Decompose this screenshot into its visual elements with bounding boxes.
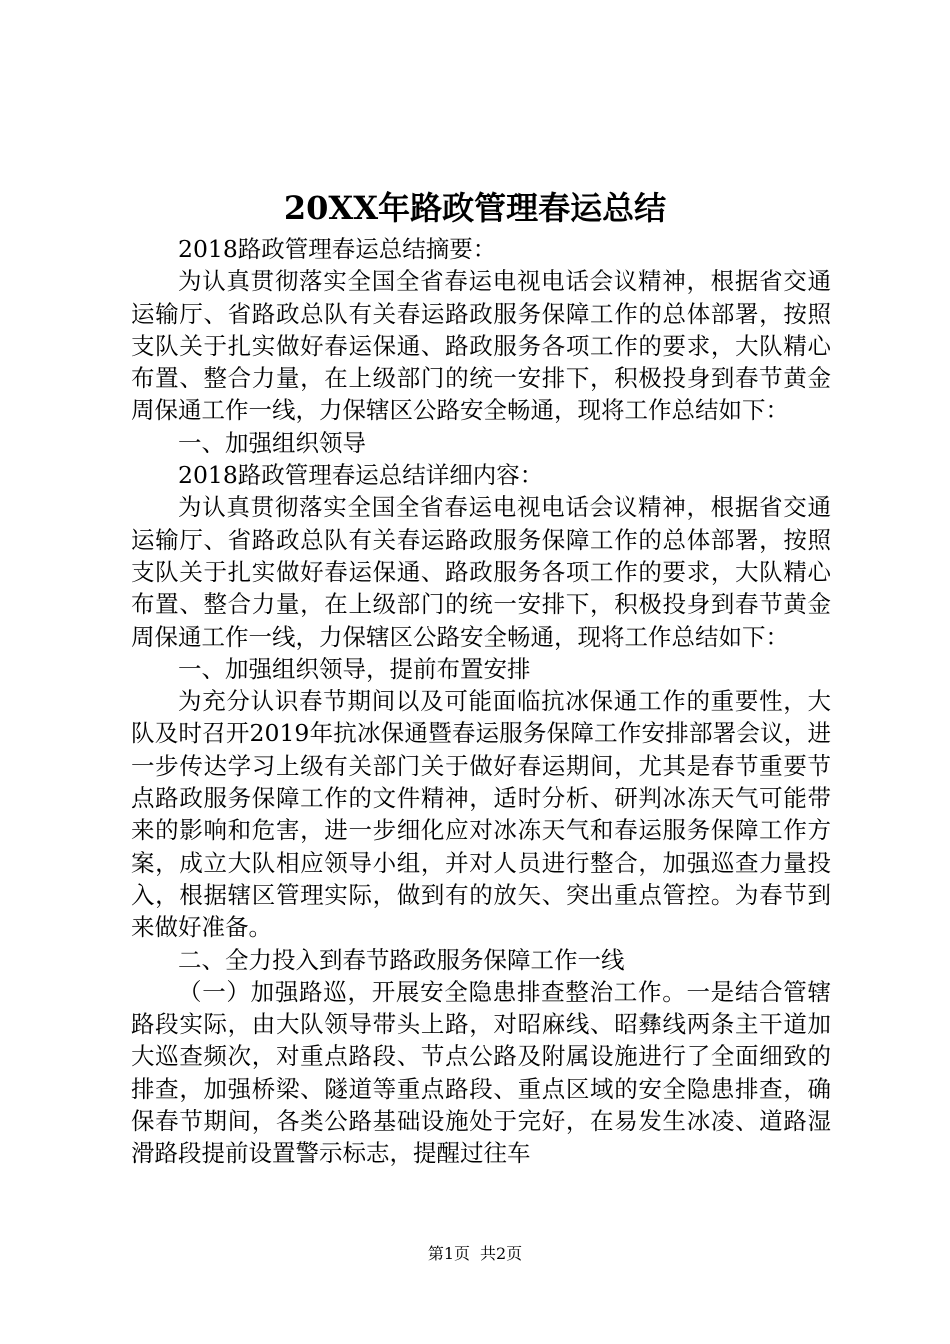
detail-heading: 2018路政管理春运总结详细内容： — [178, 461, 544, 490]
page-number: 第1页 — [427, 1244, 470, 1263]
section-heading-1: 一、加强组织领导 — [178, 428, 366, 457]
section-heading-frontline: 二、全力投入到春节路政服务保障工作一线 — [178, 945, 625, 974]
section-paragraph-patrol: （一）加强路巡，开展安全隐患排查整治工作。一是结合管辖路段实际，由大队领导带头上路，对昭麻线、昭彝线两条主干道加大巡查频次，对重点路段、节点公路及附属设施进行了全面细致的排查，加强桥梁、隧道等重点路段、重点区域的安全隐患排查，确保春节期间，各类公路基础设施处于完好，在易发生冰凌、道路湿滑路段提前设置警示标志，提醒过往车 — [131, 977, 831, 1168]
summary-paragraph: 为认真贯彻落实全国全省春运电视电话会议精神，根据省交通运输厅、省路政总队有关春运路政服务保障工作的总体部署，按照支队关于扎实做好春运保通、路政服务各项工作的要求，大队精心布置、整合力量，在上级部门的统一安排下，积极投身到春节黄金周保通工作一线，力保辖区公路安全畅通，现将工作总结如下： — [131, 267, 831, 425]
document-body — [131, 233, 831, 1170]
section-paragraph-organize: 为充分认识春节期间以及可能面临抗冰保通工作的重要性，大队及时召开2019年抗冰保通暨春运服务保障工作安排部署会议，进一步传达学习上级有关部门关于做好春运期间，尤其是春节重要节点路政服务保障工作的文件精神，适时分析、研判冰冻天气可能带来的影响和危害，进一步细化应对冰冻天气和春运服务保障工作方案，成立大队相应领导小组，并对人员进行整合，加强巡查力量投入，根据辖区管理实际，做到有的放矢、突出重点管控。为春节到来做好准备。 — [131, 687, 831, 942]
summary-heading: 2018路政管理春运总结摘要： — [178, 235, 497, 263]
page-total: 共2页 — [480, 1244, 523, 1263]
document-title: 20XX年路政管理春运总结 — [283, 189, 667, 227]
detail-intro-paragraph: 为认真贯彻落实全国全省春运电视电话会议精神，根据省交通运输厅、省路政总队有关春运路政服务保障工作的总体部署，按照支队关于扎实做好春运保通、路政服务各项工作的要求，大队精心布置、整合力量，在上级部门的统一安排下，积极投身到春节黄金周保通工作一线，力保辖区公路安全畅通，现将工作总结如下： — [131, 493, 831, 651]
page-footer — [0, 1243, 950, 1265]
section-heading-organize: 一、加强组织领导，提前布置安排 — [178, 654, 531, 683]
